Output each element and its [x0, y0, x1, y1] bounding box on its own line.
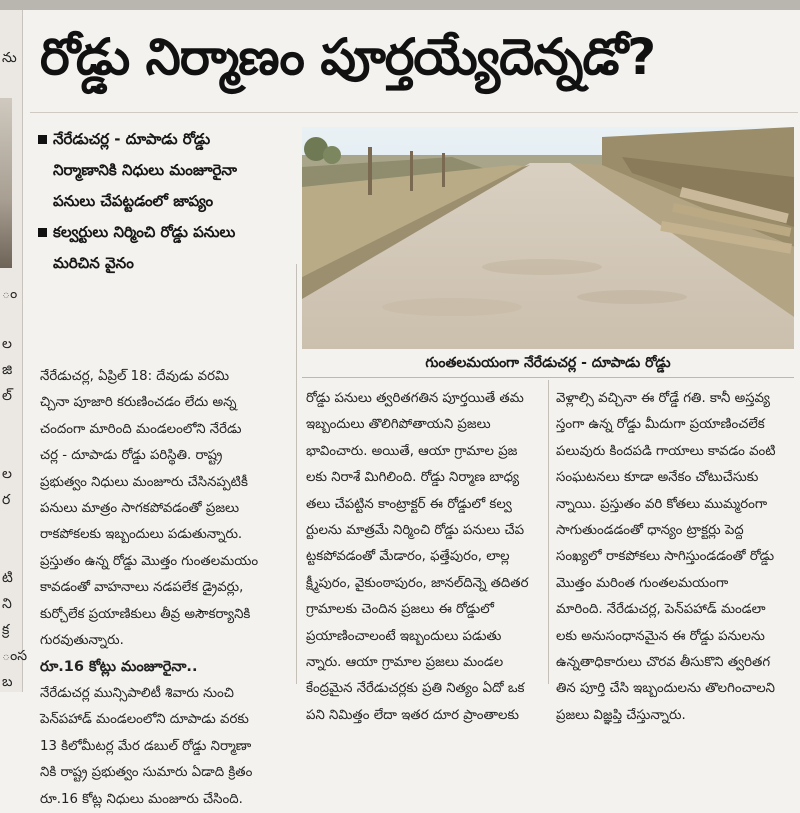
article-line: రూ.16 కోట్ల నిధులు మంజూరు చేసింది.	[40, 791, 243, 807]
article-line: కావడంతో వాహనాలు నడపలేక డ్రైవర్లు,	[40, 580, 244, 596]
photo-caption: గుంతలమయంగా నేరేడుచర్ల - దూపాడు రోడ్డు	[302, 349, 794, 378]
margin-fragment: ంస	[2, 648, 28, 664]
article-line: రాకపోకలకు ఇబ్బందులు పడుతున్నారు.	[40, 527, 243, 543]
road-photo-image	[302, 127, 794, 349]
margin-fragment: ల	[2, 336, 12, 352]
article-line: భావించారు. అయితే, ఆయా గ్రామాల ప్రజ	[306, 443, 518, 459]
article-line: కేంద్రమైన నేరేడుచర్లకు ప్రతి నిత్యం ఏదో ఒక	[306, 681, 525, 697]
article-line: ప్రజలు విజ్ఞప్తి చేస్తున్నారు.	[556, 707, 686, 723]
highlight-line: మరిచిన వైనం	[53, 254, 134, 272]
article-line: క్ష్మీపురం, వైకుంఠాపురం, జానల్‌దిన్నె తదితర	[306, 575, 529, 591]
article-line: పనులు మాత్రం సాగకపోవడంతో ప్రజలు	[40, 501, 240, 517]
page-top-strip	[0, 0, 800, 10]
highlight-line: నిర్మాణానికి నిధులు మంజూరైనా	[53, 161, 238, 179]
margin-fragment: ర	[2, 492, 11, 508]
article-line: తలు చేపట్టిన కాంట్రాక్టర్ ఈ రోడ్డులో కల్వ	[306, 496, 512, 512]
article-line: మారింది. నేరేడుచర్ల, పెన్‌పహాడ్ మండలా	[556, 602, 766, 618]
margin-fragment: ను	[2, 50, 17, 66]
adjacent-article-strip	[0, 10, 28, 692]
highlights-box	[38, 124, 290, 279]
article-subheading: రూ.16 కోట్లు మంజూరైనా..	[40, 659, 198, 676]
article-line: మొత్తం మరింత గుంతలమయంగా	[556, 575, 729, 591]
margin-fragment: టి	[2, 570, 13, 586]
article-line: చ్చినా పూజారి కరుణించడం లేదు అన్న	[40, 395, 237, 411]
article-line: ర్టులను మాత్రమే నిర్మించి రోడ్డు పనులు చేప	[306, 523, 525, 539]
margin-fragment: ం	[2, 286, 18, 302]
highlight-item	[38, 217, 290, 279]
article-line: న్నాయి. ప్రస్తుతం వరి కోతలు ముమ్మరంగా	[556, 496, 768, 512]
margin-fragment: క్ర	[2, 622, 10, 638]
column-divider	[296, 264, 297, 684]
article-line: గురవుతున్నారు.	[40, 633, 124, 649]
article-column-2	[306, 386, 542, 729]
article-column-3	[556, 386, 792, 729]
article-line: పెన్‌పహాడ్ మండలంలోని దూపాడు వరకు	[40, 712, 249, 728]
article-line: ప్రస్తుతం ఉన్న రోడ్డు మొత్తం గుంతలమయం	[40, 553, 259, 569]
article-headline: రోడ్డు నిర్మాణం పూర్తయ్యేదెన్నడో?	[40, 28, 656, 86]
highlight-line: పనులు చేపట్టడంలో జాప్యం	[53, 192, 214, 210]
article-line: ఇబ్బందులు తొలిగిపోతాయని ప్రజలు	[306, 417, 491, 433]
article-line: లకు అనుసంధానమైన ఈ రోడ్డు పనులను	[556, 628, 765, 644]
article-line: లకు నిరాశే మిగిలింది. రోడ్డు నిర్మాణ బాధ్య	[306, 470, 520, 486]
margin-fragment: జి	[2, 362, 13, 378]
article-line: 13 కిలోమీటర్ల మేర డబుల్ రోడ్డు నిర్మాణా	[40, 738, 252, 754]
article-line: వెళ్లాల్సి వచ్చినా ఈ రోడ్డే గతి. కానీ అస్తవ్య	[556, 391, 770, 406]
margin-fragment: ని	[2, 596, 12, 612]
article-line: న్నారు. ఆయా గ్రామాల ప్రజలు మండల	[306, 655, 504, 671]
article-line: సాగుతుండడంతో ధాన్యం ట్రాక్టర్లు పెద్ద	[556, 523, 744, 539]
article-line: గ్రామాలకు చెందిన ప్రజలు ఈ రోడ్డులో	[306, 602, 494, 618]
bullet-icon	[38, 135, 47, 144]
article-line: నేరేడుచర్ల మున్సిపాలిటీ శివారు నుంచి	[40, 685, 234, 701]
highlight-line: నేరేడుచర్ల - దూపాడు రోడ్డు	[53, 130, 211, 148]
article-line: ట్టకపోవడంతో మేడారం, ఫత్తేపురం, లాల్ల	[306, 549, 510, 565]
highlight-item	[38, 124, 290, 217]
margin-fragment: ల్	[2, 388, 12, 404]
article-line: పని నిమిత్తం లేదా ఇతర దూర ప్రాంతాలకు	[306, 707, 520, 723]
article-line: చర్ల - దూపాడు రోడ్డు పరిస్థితి. రాష్ట్ర	[40, 448, 223, 464]
article-line: సంఘటనలు కూడా అనేకం చోటుచేసుకు	[556, 470, 759, 486]
article-line: సంఖ్యలో రాకపోకలు సాగిస్తుండడంతో రోడ్డు	[556, 549, 775, 565]
article-line: చందంగా మారింది మండలంలోని నేరేడు	[40, 421, 242, 437]
column-divider	[548, 380, 549, 684]
article-line: ఉన్నతాధికారులు చొరవ తీసుకొని త్వరితగ	[556, 655, 771, 671]
article-line: స్తంగా ఉన్న రోడ్డు మీదుగా ప్రయాణించలేక	[556, 417, 765, 433]
margin-fragment: ల	[2, 466, 12, 482]
headline-rule	[30, 112, 798, 113]
article-line: ప్రయాణించాలంటే ఇబ్బందులు పడుతు	[306, 628, 502, 644]
article-line: ప్రభుత్వం నిధులు మంజూరు చేసినప్పటికీ	[40, 474, 248, 490]
article-line: తిన పూర్తి చేసి ఇబ్బందులను తొలగించాలని	[556, 681, 776, 697]
article-line: కుర్చోలేక ప్రయాణికులు తీవ్ర అసౌకర్యానికి	[40, 606, 251, 622]
margin-fragment: బ	[2, 674, 13, 690]
article-line: పలువురు కిందపడి గాయాలు కావడం వంటి	[556, 443, 776, 459]
article-line: నికి రాష్ట్ర ప్రభుత్వం సుమారు ఏడాది క్రితం	[40, 765, 253, 781]
bullet-icon	[38, 228, 47, 237]
article-line: రోడ్డు పనులు త్వరితగతిన పూర్తయితే తమ	[306, 391, 524, 406]
road-photo	[302, 127, 794, 349]
article-line: నేరేడుచర్ల, ఏప్రిల్ 18: దేవుడు వరమి	[40, 369, 230, 384]
highlight-line: కల్వర్టులు నిర్మించి రోడ్డు పనులు	[53, 223, 236, 241]
article-column-1	[40, 364, 290, 813]
adjacent-photo-fragment	[0, 98, 12, 268]
